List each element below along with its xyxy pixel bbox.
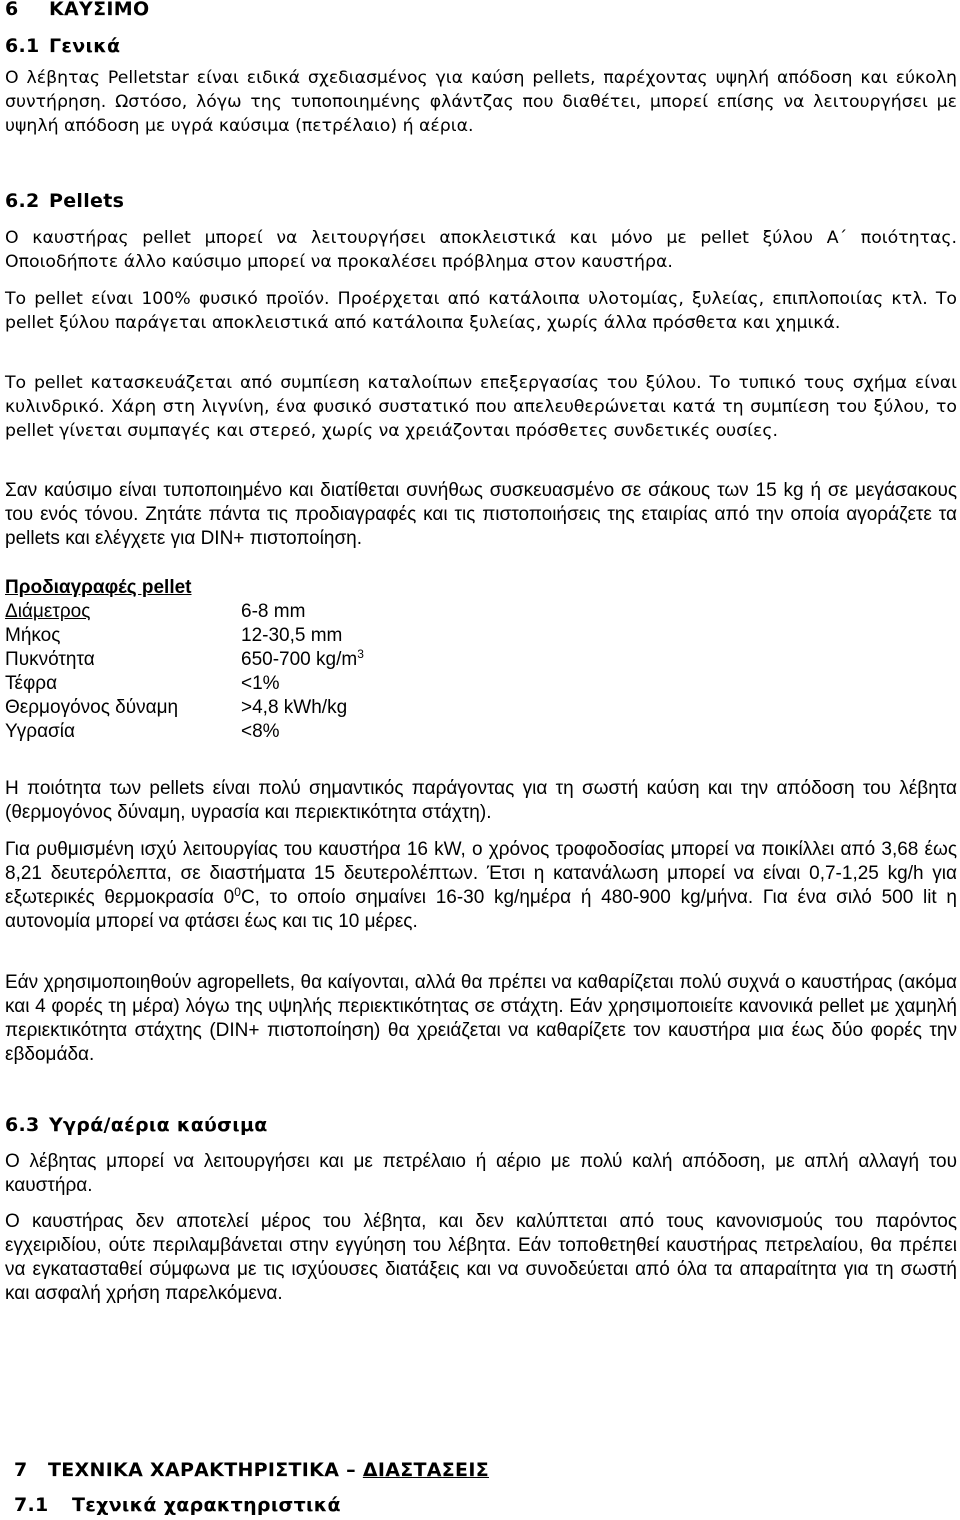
spec-row — [5, 672, 505, 696]
spec-row — [5, 696, 505, 720]
section-number: 6.1 — [5, 35, 40, 57]
spec-value: <8% — [241, 721, 280, 742]
section-title-underlined: ΔΙΑΣΤΑΣΕΙΣ — [362, 1459, 489, 1481]
section-6-2-heading — [5, 189, 957, 213]
section-title: ΤΕΧΝΙΚΑ ΧΑΡΑΚΤΗΡΙΣΤΙΚΑ – — [48, 1459, 363, 1481]
spec-key: Πυκνότητα — [5, 649, 95, 670]
section-title: Pellets — [49, 190, 125, 212]
spec-key: Θερμογόνος δύναμη — [5, 697, 179, 718]
spec-row — [5, 624, 505, 648]
section-7-1-heading — [14, 1493, 960, 1517]
paragraph-pellet-only: Ο καυστήρας pellet μπορεί να λειτουργήσει αποκλειστικά και μόνο με pellet ξύλου Α΄ ποιότητας. Οποιοδήποτε άλλο καύσιμο μπορεί να προκαλέσει πρόβλημα στον καυστήρα. — [5, 228, 957, 272]
section-title: Τεχνικά χαρακτηριστικά — [72, 1494, 341, 1516]
section-number: 6 — [5, 0, 19, 20]
spec-value — [241, 648, 364, 672]
text-span: Για ρυθμισμένη ισχύ λειτουργίας του καυστήρα 16 kW, ο χρόνος τροφοδοσίας μπορεί να ποικίλλει από 3,68 έως 8,21 δευτερόλεπτα, σε διαστήματα 15 δευτερολέπτων. Έτσι η κατανάλωση μπορεί να είναι 0,7-1,25 kg/h για εξωτερικές θερμοκρασία 0 — [5, 839, 957, 908]
spec-key: Μήκος — [5, 625, 61, 646]
section-number: 7 — [14, 1459, 28, 1481]
spec-value: 12-30,5 mm — [241, 625, 343, 646]
section-6-3-heading — [5, 1113, 957, 1137]
paragraph-general: Ο λέβητας Pelletstar είναι ειδικά σχεδιασμένος για καύση pellets, παρέχοντας υψηλή απόδοση και εύκολη συντήρηση. Ωστόσο, λόγω της τυποποιημένης φλάντζας που διαθέτει, μπορεί επίσης να λειτουργήσει με υψηλή απόδοση με υγρά καύσιμα (πετρέλαιο) ή αέρια. — [5, 68, 957, 136]
spec-row — [5, 600, 505, 624]
section-title: ΚΑΥΣΙΜΟ — [49, 0, 150, 20]
paragraph-agropellets: Εάν χρησιμοποιηθούν agropellets, θα καίγονται, αλλά θα πρέπει να καθαρίζεται πολύ συχνά ο καυστήρας (ακόμα και 4 φορές τη μέρα) λόγω της υψηλής περιεκτικότητας σε στάχτη. Εάν χρησιμοποιείτε κανονικά pellet με χαμηλή περιεκτικότητα στάχτης (DIN+ πιστοποίηση) θα χρειάζεται να καθαρίζετε τον καυστήρα μια έως δύο φορές την εβδομάδα. — [5, 972, 957, 1065]
paragraph-pellet-packaging: Σαν καύσιμο είναι τυποποιημένο και διατίθεται συνήθως συσκευασμένο σε σάκους των 15 kg ή σε μεγάσακους του ενός τόνου. Ζητάτε πάντα τις προδιαγραφές και τις πιστοποιήσεις της εταιρίας από την οποία αγοράζετε τα pellets και ελέγχετε για DIN+ πιστοποίηση. — [5, 480, 957, 549]
section-6-heading — [5, 0, 957, 21]
section-title: Γενικά — [49, 35, 121, 57]
paragraph-pellet-production: Το pellet κατασκευάζεται από συμπίεση καταλοίπων επεξεργασίας του ξύλου. Το τυπικό τους σχήμα είναι κυλινδρικό. Χάρη στη λιγνίνη, ένα φυσικό συστατικό που απελευθερώνεται κατά τη συμπίεση του ξύλου, το pellet γίνεται συμπαγές και στερεό, χωρίς να χρειάζονται πρόσθετες συνδετικές ουσίες. — [5, 373, 957, 441]
spec-table — [5, 600, 505, 744]
spec-value-text: 650-700 kg/m — [241, 649, 358, 670]
spec-row — [5, 648, 505, 672]
spec-key: Υγρασία — [5, 721, 75, 742]
superscript: 0 — [234, 885, 241, 899]
section-number: 6.3 — [5, 1114, 40, 1136]
text-span: C, το οποίο σημαίνει 16-30 kg/ημέρα ή 480-900 kg/μήνα. Για ένα σιλό 500 lit η αυτονομία μπορεί να φτάσει έως και τις 10 μέρες. — [5, 887, 957, 932]
section-6-1-heading — [5, 34, 957, 58]
superscript: 3 — [357, 647, 364, 661]
paragraph-pellet-natural: Το pellet είναι 100% φυσικό προϊόν. Προέρχεται από κατάλοιπα υλοτομίας, ξυλείας, επιπλοποιίας κτλ. Το pellet ξύλου παράγεται αποκλειστικά από κατάλοιπα ξυλείας, χωρίς άλλα πρόσθετα και χημικά. — [5, 289, 957, 333]
spec-value: >4,8 kWh/kg — [241, 697, 348, 718]
spec-key: Τέφρα — [5, 673, 58, 694]
paragraph-burner-notice: Ο καυστήρας δεν αποτελεί μέρος του λέβητα, και δεν καλύπτεται από τους κανονισμούς του παρόντος εγχειριδίου, ούτε περιλαμβάνεται στην εγγύηση του λέβητα. Εάν τοποθετηθεί καυστήρας πετρελαίου, θα πρέπει να εγκατασταθεί σύμφωνα με τις ισχύουσες διατάξεις και να συνοδεύεται από όλα τα απαραίτητα για τη σωστή και ασφαλή χρήση παρελκόμενα. — [5, 1211, 957, 1304]
spec-value: <1% — [241, 673, 280, 694]
section-number: 7.1 — [14, 1494, 49, 1516]
spec-row — [5, 720, 505, 744]
paragraph-consumption — [5, 838, 957, 934]
spec-key: Διάμετρος — [5, 601, 91, 622]
section-number: 6.2 — [5, 190, 40, 212]
section-7-heading — [14, 1458, 960, 1482]
spec-value: 6-8 mm — [241, 601, 306, 622]
spec-title: Προδιαγραφές pellet — [5, 577, 192, 598]
paragraph-pellet-quality: Η ποιότητα των pellets είναι πολύ σημαντικός παράγοντας για τη σωστή καύση και την απόδοση του λέβητα (θερμογόνος δύναμη, υγρασία και περιεκτικότητα στάχτη). — [5, 778, 957, 823]
paragraph-liquid-fuel: Ο λέβητας μπορεί να λειτουργήσει και με πετρέλαιο ή αέριο με πολύ καλή απόδοση, με απλή αλλαγή του καυστήρα. — [5, 1151, 957, 1196]
section-title: Υγρά/αέρια καύσιμα — [49, 1114, 268, 1136]
